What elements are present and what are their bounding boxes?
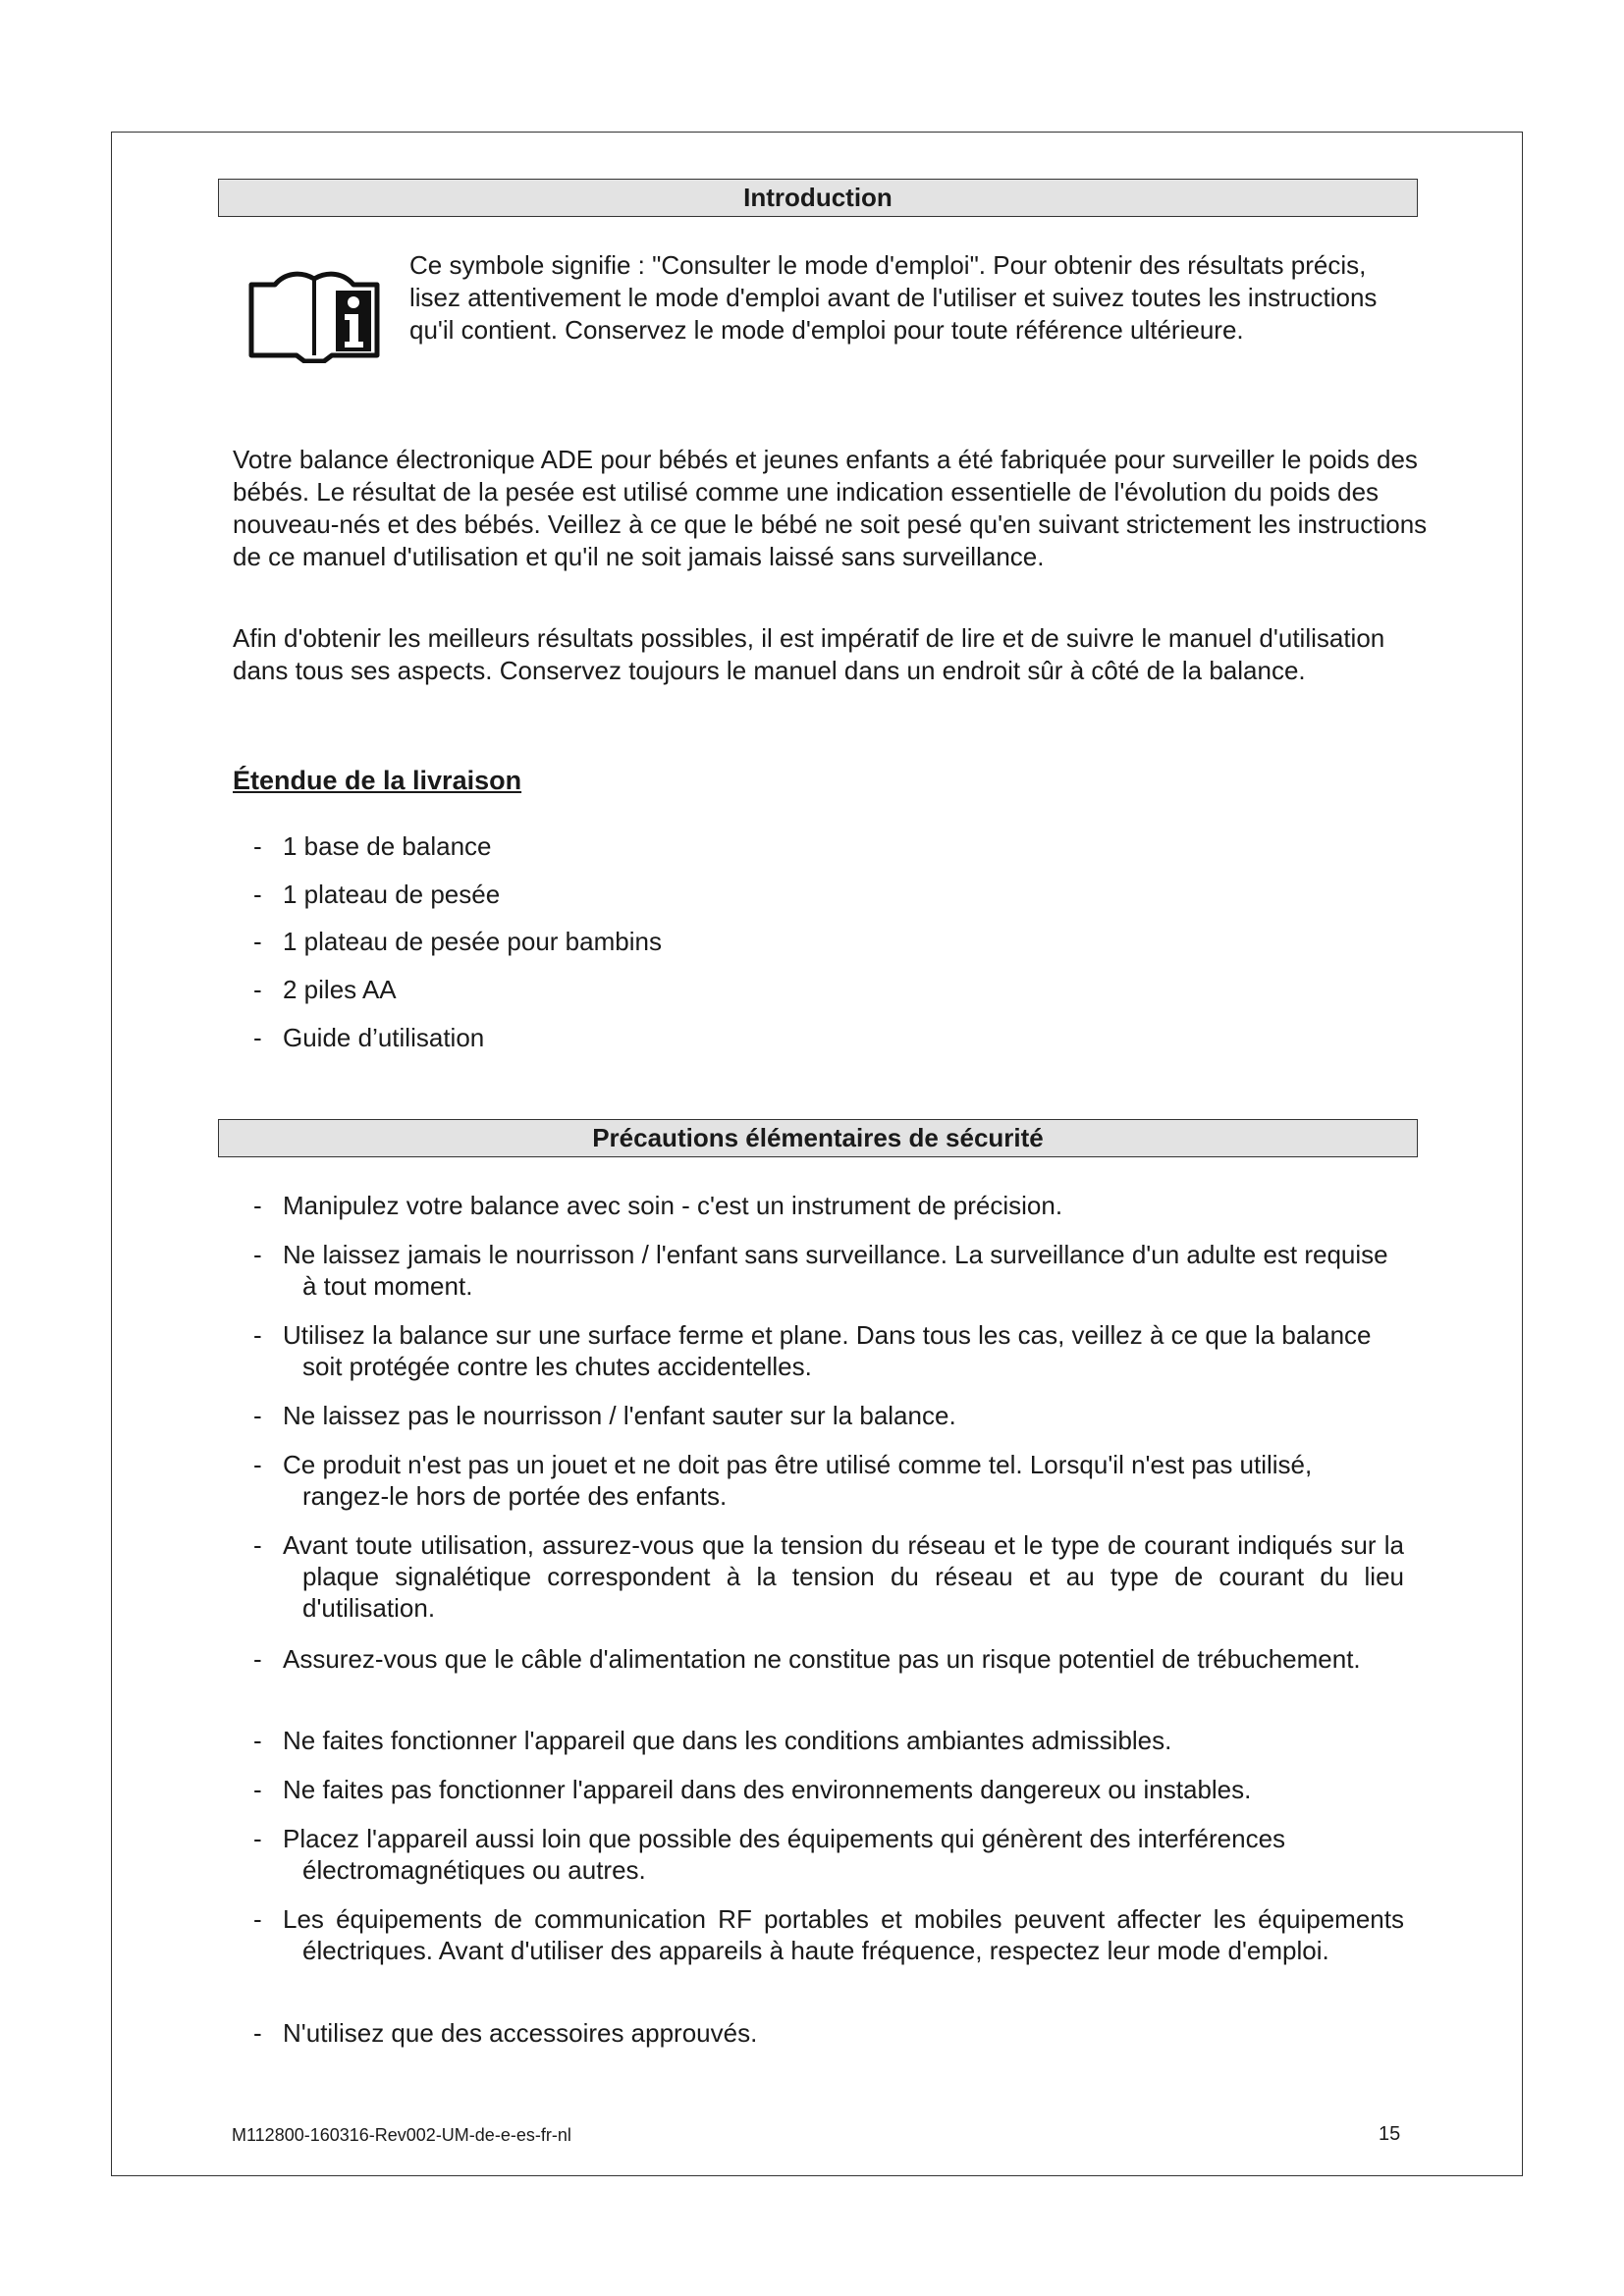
- safety-title: Précautions élémentaires de sécurité: [218, 1119, 1418, 1157]
- list-item: - 1 plateau de pesée: [253, 880, 501, 909]
- list-item: - Manipulez votre balance avec soin - c'est un instrument de précision.: [253, 1191, 1063, 1220]
- intro-paragraph-1: Votre balance électronique ADE pour bébés et jeunes enfants a été fabriquée pour surveiller le poids des bébés. Le résultat de la pesée est utilisé comme une indication essentielle de l'évolution du poids des nouveau-nés et des bébés. Veillez à ce que le bébé ne soit pesé qu'en suivant strictement les instructions de ce manuel d'utilisation et qu'il ne soit jamais laissé sans surveillance.: [233, 445, 1428, 571]
- symbol-description: Ce symbole signifie : "Consulter le mode d'emploi". Pour obtenir des résultats précis, lisez attentivement le mode d'emploi avant de l'utiliser et suivez toutes les instructions qu'il contient. Conservez le mode d'emploi pour toute référence ultérieure.: [409, 250, 1378, 345]
- intro-paragraph-2: Afin d'obtenir les meilleurs résultats possibles, il est impératif de lire et de suivre le manuel d'utilisation dans tous ses aspects. Conservez toujours le manuel dans un endroit sûr à côté de la balance.: [233, 623, 1385, 685]
- list-item: - Ne faites fonctionner l'appareil que dans les conditions ambiantes admissibles.: [253, 1726, 1172, 1755]
- list-item: - Guide d’utilisation: [253, 1023, 485, 1052]
- list-item: - Ne laissez jamais le nourrisson / l'enfant sans surveillance. La surveillance d'un adulte est requise à tout moment.: [253, 1240, 1388, 1301]
- list-item: - 1 base de balance: [253, 831, 492, 861]
- list-item: - Assurez-vous que le câble d'alimentation ne constitue pas un risque potentiel de trébuchement.: [253, 1644, 1361, 1674]
- delivery-heading: Étendue de la livraison: [233, 766, 522, 795]
- list-item: - Placez l'appareil aussi loin que possible des équipements qui génèrent des interférences électromagnétiques ou autres.: [253, 1824, 1286, 1885]
- list-item: - Utilisez la balance sur une surface ferme et plane. Dans tous les cas, veillez à ce que la balance soit protégée contre les chutes accidentelles.: [253, 1320, 1372, 1381]
- page-number: 15: [1379, 2123, 1401, 2145]
- document-id: M112800-160316-Rev002-UM-de-e-es-fr-nl: [232, 2125, 571, 2145]
- introduction-title: Introduction: [218, 179, 1418, 217]
- list-item: - Les équipements de communication RF portables et mobiles peuvent affecter les équipements électriques. Avant d'utiliser des appareils à haute fréquence, respectez leur mode d'emploi.: [253, 1904, 1404, 1965]
- list-item: - Ne faites pas fonctionner l'appareil dans des environnements dangereux ou instables.: [253, 1775, 1252, 1804]
- list-item: - Ne laissez pas le nourrisson / l'enfant sauter sur la balance.: [253, 1401, 956, 1430]
- list-item: - Avant toute utilisation, assurez-vous que la tension du réseau et le type de courant indiqués sur la plaque signalétique correspondent à la tension du réseau et au type de courant du lieu d'utilisation.: [253, 1530, 1404, 1623]
- list-item: - 2 piles AA: [253, 975, 397, 1004]
- list-item: - N'utilisez que des accessoires approuvés.: [253, 2018, 758, 2048]
- list-item: - 1 plateau de pesée pour bambins: [253, 927, 662, 956]
- list-item: - Ce produit n'est pas un jouet et ne doit pas être utilisé comme tel. Lorsqu'il n'est pas utilisé, rangez-le hors de portée des enfants.: [253, 1450, 1313, 1511]
- info-book-icon: [245, 265, 383, 363]
